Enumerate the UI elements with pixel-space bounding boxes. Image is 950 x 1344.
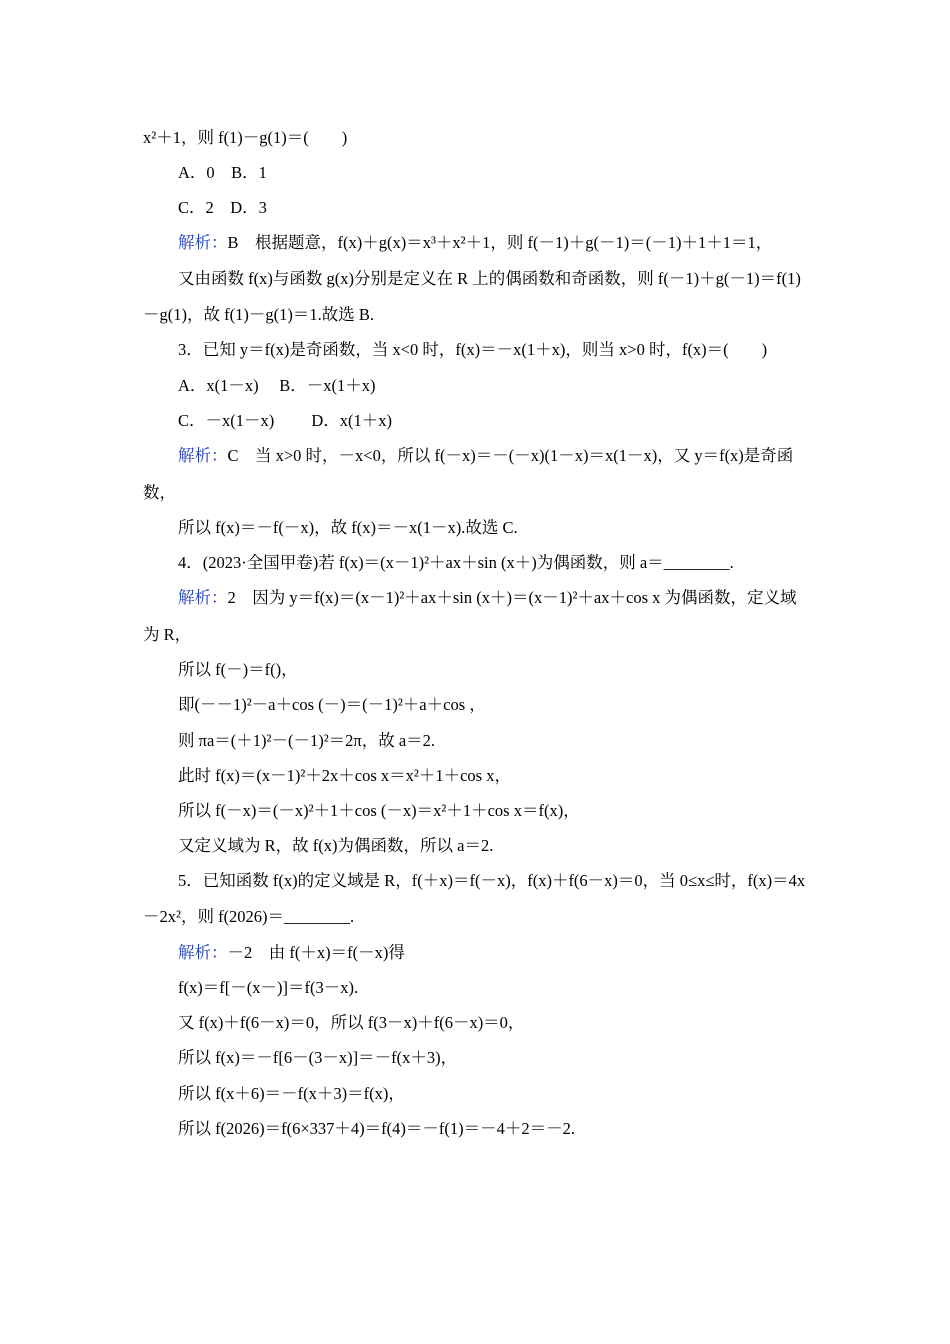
question-line: 3．已知 y＝f(x)是奇函数，当 x<0 时，f(x)＝－x(1＋x)，则当 x>0 时，f(x)＝( ) [178,340,768,359]
text-line: 则 πa＝(＋1)²－(－1)²＝2π，故 a＝2. [178,731,436,750]
text-line: f(x)＝f[－(x－)]＝f(3－x). [178,978,359,997]
text-line: 所以 f(－x)＝(－x)²＋1＋cos (－x)＝x²＋1＋cos x＝f(x)， [178,801,580,820]
text-line: x²＋1，则 f(1)－g(1)＝( ) [143,128,348,147]
text-line: 所以 f(x＋6)＝－f(x＋3)＝f(x)， [178,1084,405,1103]
solution-label: 解析： [178,446,228,465]
text-line: －2x²，则 f(2026)＝________. [143,907,355,926]
text-line: 数， [143,483,176,502]
option-line: A．x(1－x) B．－x(1＋x) [178,376,376,395]
text-line: 又定义域为 R，故 f(x)为偶函数，所以 a＝2. [178,836,494,855]
solution-line: 解析：C 当 x>0 时，－x<0，所以 f(－x)＝－(－x)(1－x)＝x(1－x)，又 y＝f(x)是奇函 [178,446,794,465]
text-line: 即(－－1)²－a＋cos (－)＝(－1)²＋a＋cos ， [178,695,486,714]
text-line: 此时 f(x)＝(x－1)²＋2x＋cos x＝x²＋1＋cos x， [178,766,511,785]
solution-line: 解析：－2 由 f(＋x)＝f(－x)得 [178,943,405,962]
option-line: C．－x(1－x) D．x(1＋x) [178,411,393,430]
solution-label: 解析： [178,233,228,252]
text-line: 所以 f(2026)＝f(6×337＋4)＝f(4)＝－f(1)＝－4＋2＝－2. [178,1119,575,1138]
question-line: 5．已知函数 f(x)的定义域是 R，f(＋x)＝f(－x)，f(x)＋f(6－x)＝0，当 0≤x≤时，f(x)＝4x [178,871,806,890]
solution-label: 解析： [178,588,228,607]
text-line: 所以 f(－)＝f()， [178,660,298,679]
text-line: 又 f(x)＋f(6－x)＝0，所以 f(3－x)＋f(6－x)＝0， [178,1013,525,1032]
text-line: －g(1)，故 f(1)－g(1)＝1.故选 B. [143,305,374,324]
solution-line: 解析：B 根据题意，f(x)＋g(x)＝x³＋x²＋1，则 f(－1)＋g(－1)＝(－1)＋1＋1＝1， [178,233,773,252]
text-line: 又由函数 f(x)与函数 g(x)分别是定义在 R 上的偶函数和奇函数，则 f(－1)＋g(－1)＝f(1) [178,269,801,288]
option-line: A．0 B．1 [178,163,267,182]
text-line: 所以 f(x)＝－f[6－(3－x)]＝－f(x＋3)， [178,1048,458,1067]
option-line: C．2 D．3 [178,198,267,217]
solution-line: 解析：2 因为 y＝f(x)＝(x－1)²＋ax＋sin (x＋)＝(x－1)²＋ax＋cos x 为偶函数，定义域 [178,588,797,607]
text-line: 为 R， [143,625,192,644]
solution-label: 解析： [178,943,228,962]
question-line: 4．(2023·全国甲卷)若 f(x)＝(x－1)²＋ax＋sin (x＋)为偶函数，则 a＝________. [178,553,734,572]
text-line: 所以 f(x)＝－f(－x)，故 f(x)＝－x(1－x).故选 C. [178,518,518,537]
